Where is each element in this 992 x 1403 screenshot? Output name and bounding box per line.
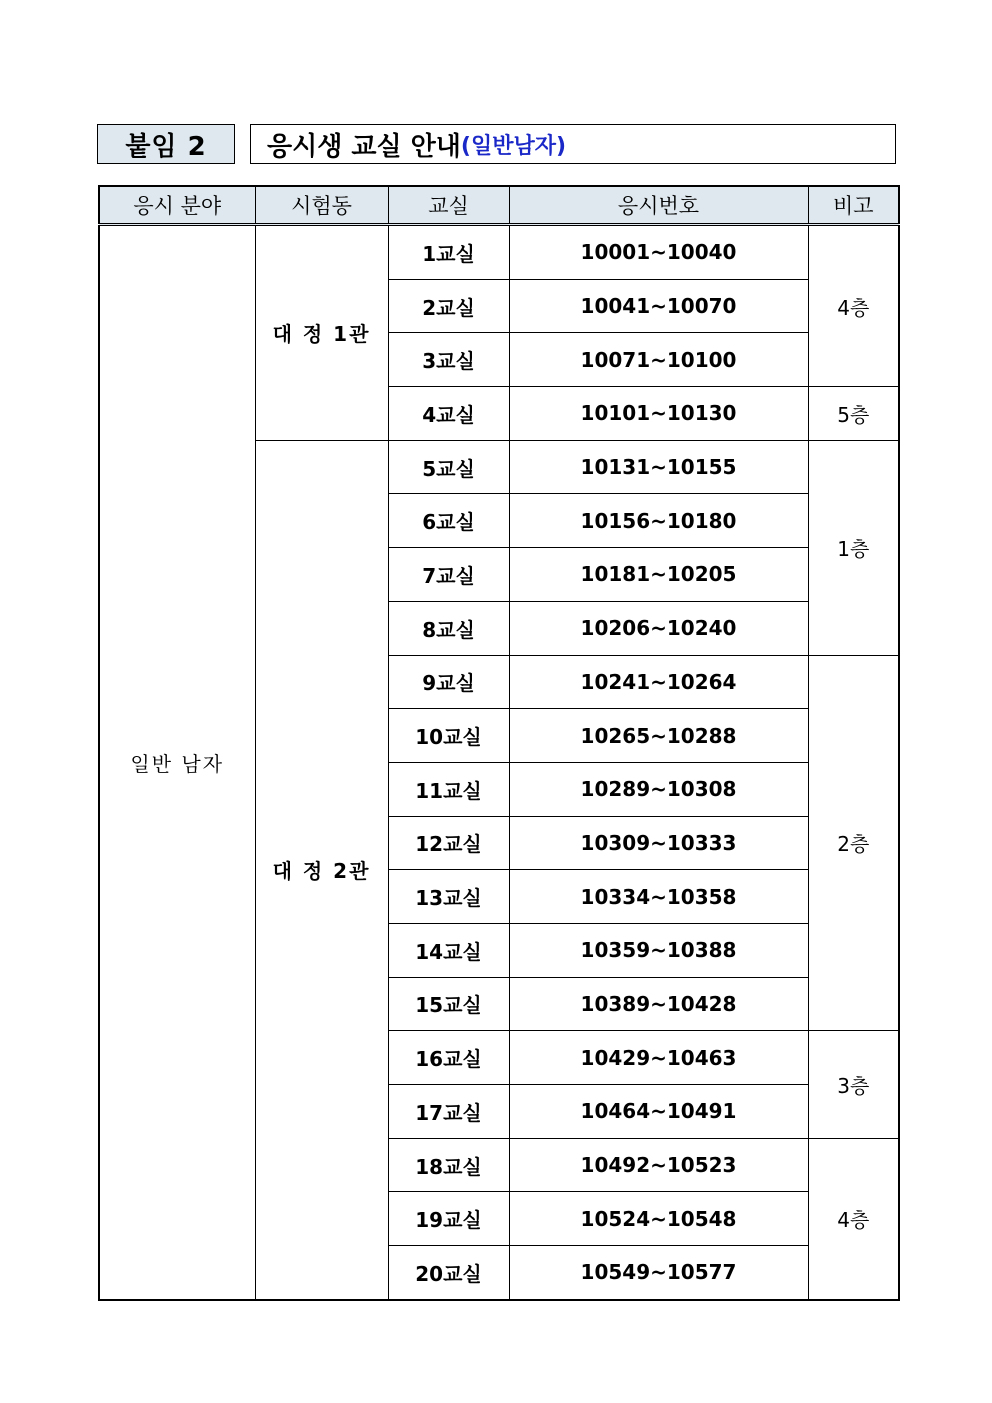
floor-cell: 4층 [808, 225, 899, 387]
col-header-building: 시험동 [255, 186, 388, 225]
category-cell: 일반 남자 [99, 225, 255, 1300]
col-header-note: 비고 [808, 186, 899, 225]
exam-range-cell: 10101~10130 [509, 387, 808, 441]
col-header-category: 응시 분야 [99, 186, 255, 225]
floor-cell: 2층 [808, 655, 899, 1031]
page-title [250, 124, 896, 164]
exam-range-cell: 10206~10240 [509, 601, 808, 655]
room-cell: 5교실 [388, 440, 509, 494]
exam-range-cell: 10181~10205 [509, 548, 808, 602]
exam-range-cell: 10001~10040 [509, 225, 808, 280]
room-cell: 12교실 [388, 816, 509, 870]
room-cell: 2교실 [388, 279, 509, 333]
col-header-room: 교실 [388, 186, 509, 225]
room-cell: 6교실 [388, 494, 509, 548]
room-cell: 1교실 [388, 225, 509, 280]
table-row [99, 225, 899, 280]
floor-cell: 5층 [808, 387, 899, 441]
floor-cell: 1층 [808, 440, 899, 655]
room-cell: 16교실 [388, 1031, 509, 1085]
exam-range-cell: 10156~10180 [509, 494, 808, 548]
exam-range-cell: 10464~10491 [509, 1085, 808, 1139]
floor-cell: 3층 [808, 1031, 899, 1138]
room-cell: 11교실 [388, 762, 509, 816]
exam-range-cell: 10131~10155 [509, 440, 808, 494]
exam-range-cell: 10429~10463 [509, 1031, 808, 1085]
exam-range-cell: 10041~10070 [509, 279, 808, 333]
room-cell: 18교실 [388, 1138, 509, 1192]
attachment-label: 붙임 2 [97, 124, 235, 164]
table-header-row [99, 186, 899, 225]
room-cell: 4교실 [388, 387, 509, 441]
exam-range-cell: 10289~10308 [509, 762, 808, 816]
room-cell: 8교실 [388, 601, 509, 655]
exam-range-cell: 10334~10358 [509, 870, 808, 924]
classroom-table [98, 185, 900, 1301]
room-cell: 10교실 [388, 709, 509, 763]
room-cell: 9교실 [388, 655, 509, 709]
room-cell: 19교실 [388, 1192, 509, 1246]
room-cell: 7교실 [388, 548, 509, 602]
building-cell: 대 정 2관 [255, 440, 388, 1300]
col-header-exam-number: 응시번호 [509, 186, 808, 225]
exam-range-cell: 10265~10288 [509, 709, 808, 763]
exam-range-cell: 10359~10388 [509, 923, 808, 977]
exam-range-cell: 10492~10523 [509, 1138, 808, 1192]
room-cell: 13교실 [388, 870, 509, 924]
room-cell: 3교실 [388, 333, 509, 387]
exam-range-cell: 10241~10264 [509, 655, 808, 709]
title-subtitle: (일반남자) [460, 133, 567, 159]
floor-cell: 4층 [808, 1138, 899, 1300]
building-cell: 대 정 1관 [255, 225, 388, 441]
room-cell: 17교실 [388, 1085, 509, 1139]
exam-range-cell: 10389~10428 [509, 977, 808, 1031]
exam-range-cell: 10524~10548 [509, 1192, 808, 1246]
exam-range-cell: 10549~10577 [509, 1246, 808, 1300]
exam-range-cell: 10309~10333 [509, 816, 808, 870]
room-cell: 20교실 [388, 1246, 509, 1300]
room-cell: 14교실 [388, 923, 509, 977]
room-cell: 15교실 [388, 977, 509, 1031]
title-main: 응시생 교실 안내 [267, 131, 461, 162]
exam-range-cell: 10071~10100 [509, 333, 808, 387]
